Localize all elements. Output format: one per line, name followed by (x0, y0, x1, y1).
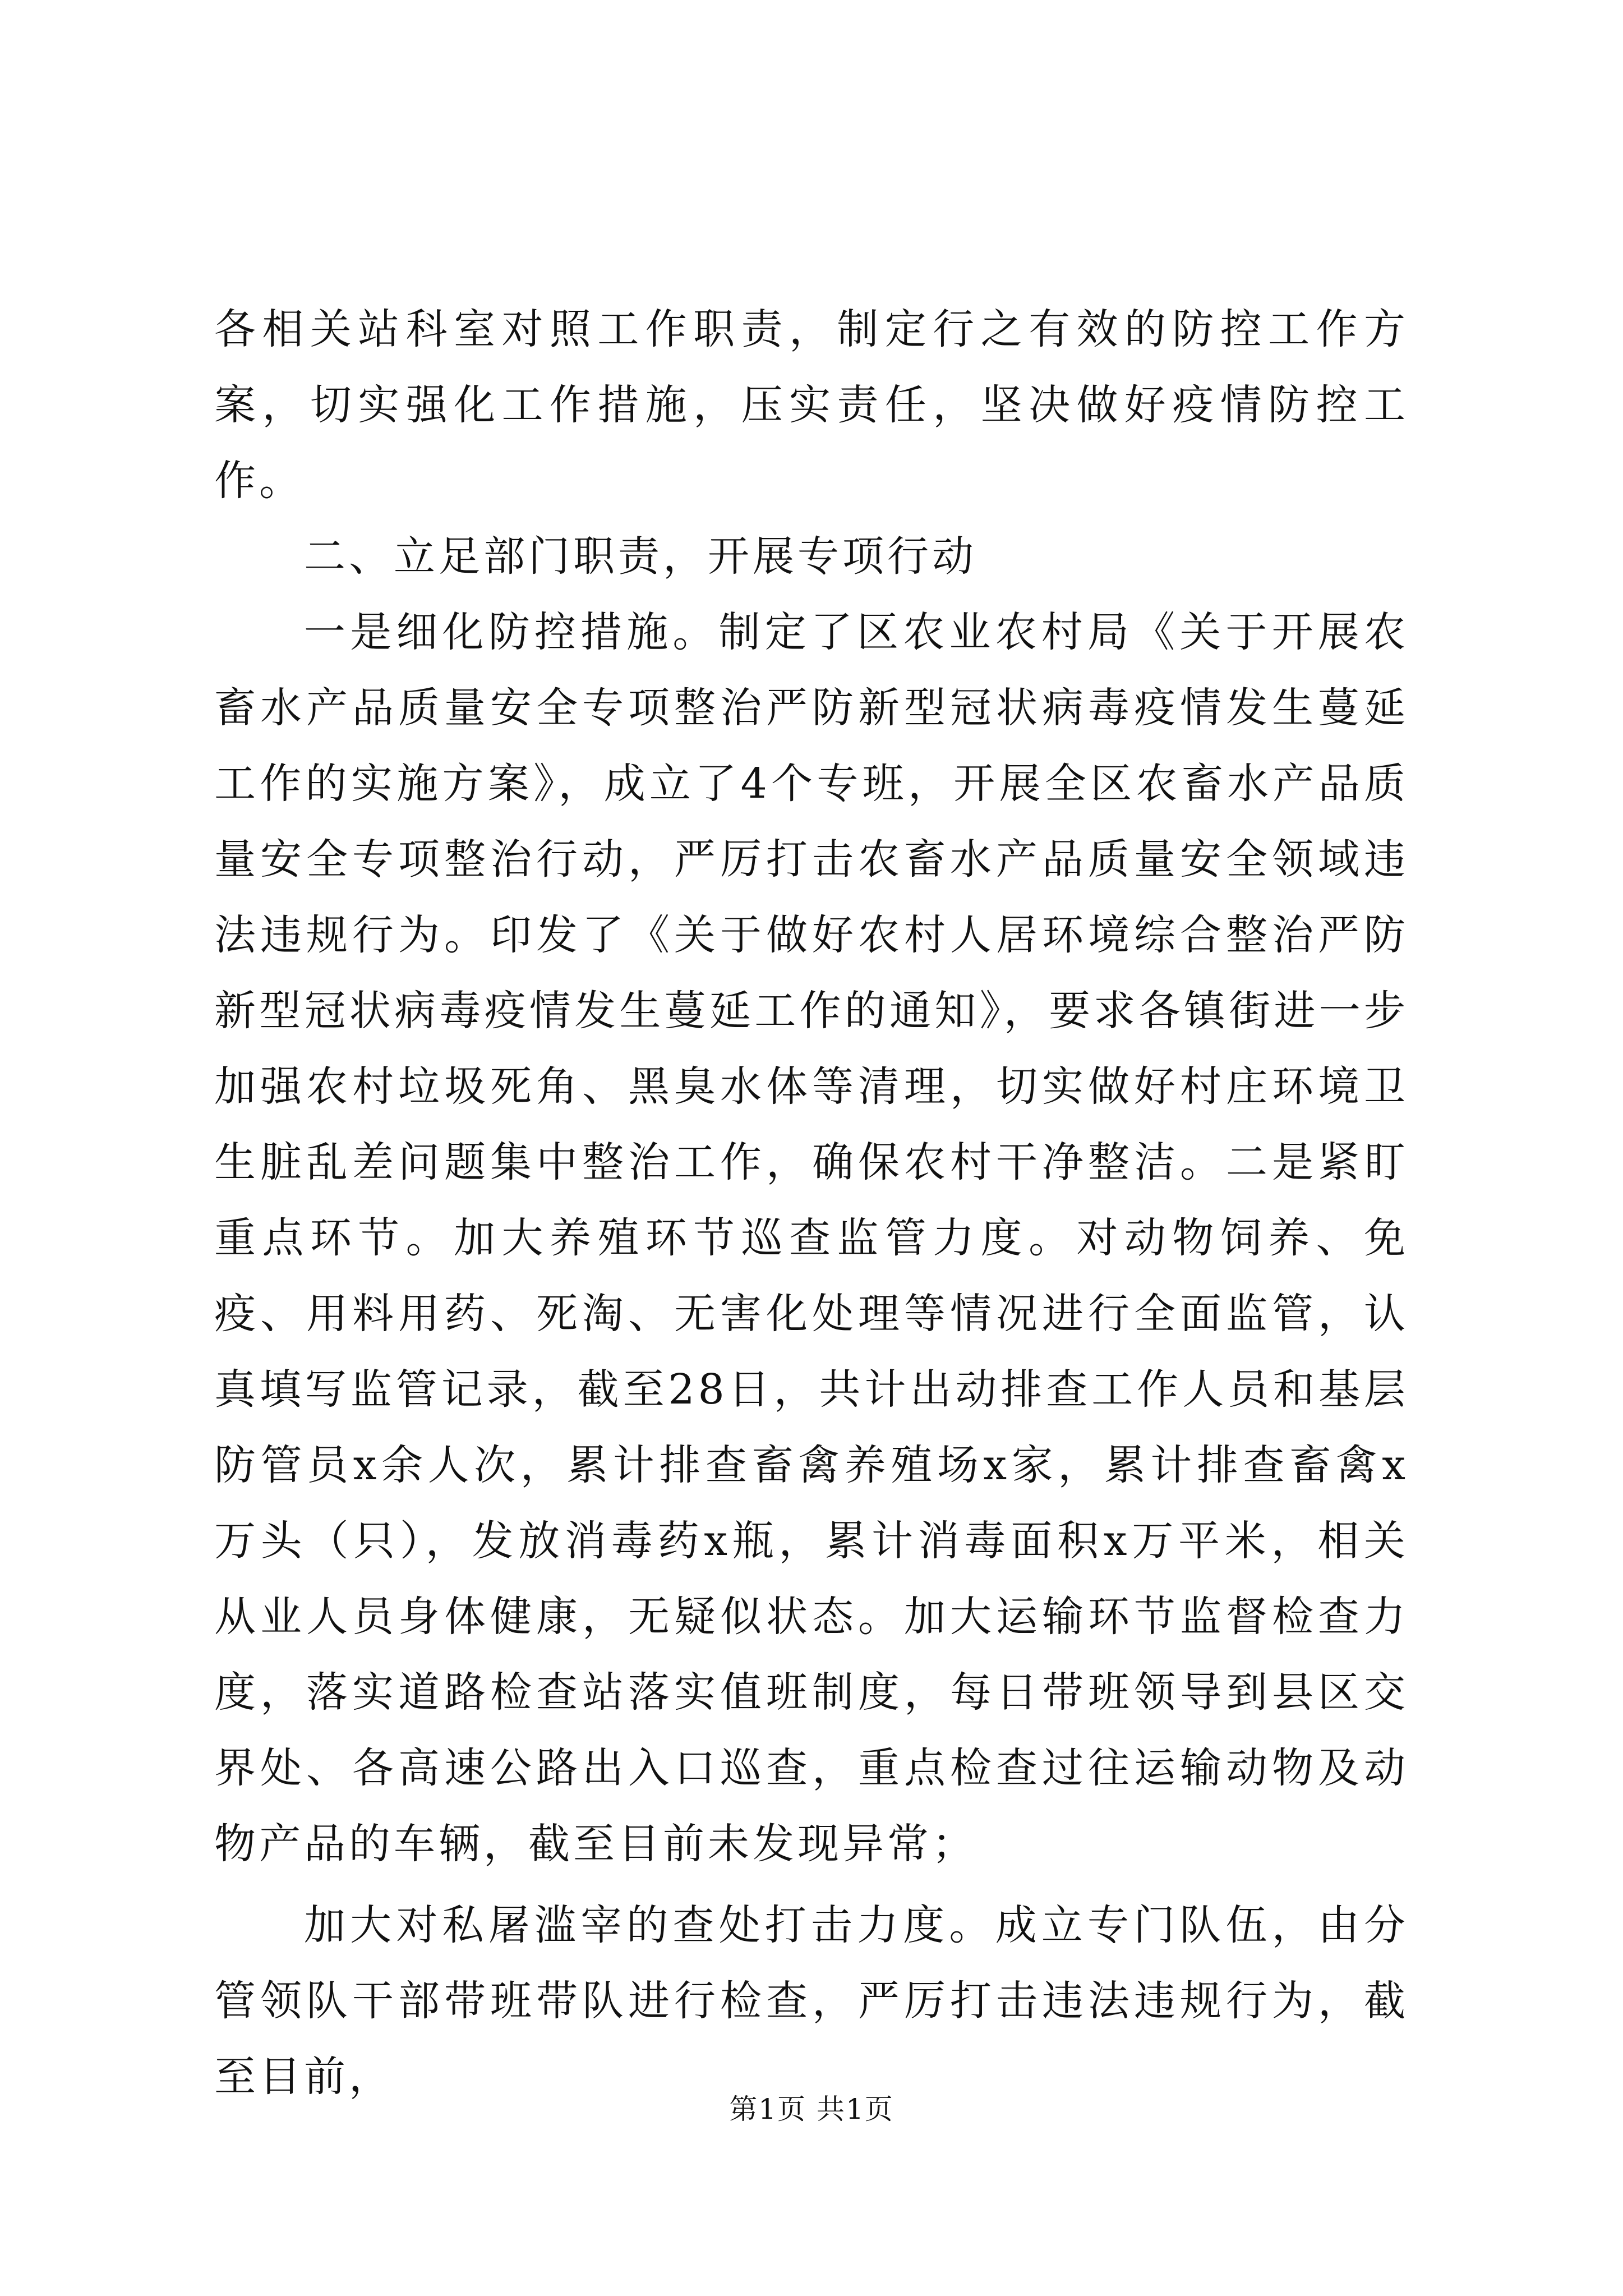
paragraph-enforcement: 加大对私屠滥宰的查处打击力度。成立专门队伍，由分管领队干部带班带队进行检查，严厉打击违法违规行为，截至目前， (214, 1901, 1409, 2101)
section-heading: 二、立足部门职责，开展专项行动 (304, 532, 977, 581)
paragraph-measures: 一是细化防控措施。制定了区农业农村局《关于开展农畜水产品质量安全专项整治严防新型冠状病毒疫情发生蔓延工作的实施方案》，成立了4个专班，开展全区农畜水产品质量安全专项整治行动，严厉打击农畜水产品质量安全领域违法违规行为。印发了《关于做好农村人居环境综合整治严防新型冠状病毒疫情发生蔓延工作的通知》，要求各镇街进一步加强农村垃圾死角、黑臭水体等清理，切实做好村庄环境卫生脏乱差问题集中整治工作，确保农村干净整洁。二是紧盯重点环节。加大养殖环节巡查监管力度。对动物饲养、免疫、用料用药、死淘、无害化处理等情况进行全面监管，认真填写监管记录，截至28日，共计出动排查工作人员和基层防管员x余人次，累计排查畜禽养殖场x家，累计排查畜禽x万头（只），发放消毒药x瓶，累计消毒面积x万平米，相关从业人员身体健康，无疑似状态。加大运输环节监督检查力度，落实道路检查站落实值班制度，每日带班领导到县区交界处、各高速公路出入口巡查，重点检查过往运输动物及动物产品的车辆，截至目前未发现异常； (214, 608, 1409, 1868)
paragraph-continuation: 各相关站科室对照工作职责，制定行之有效的防控工作方案，切实强化工作措施，压实责任，坚决做好疫情防控工作。 (214, 305, 1409, 505)
document-body (214, 292, 1409, 2115)
page-number-footer: 第1页 共1页 (729, 2093, 894, 2125)
